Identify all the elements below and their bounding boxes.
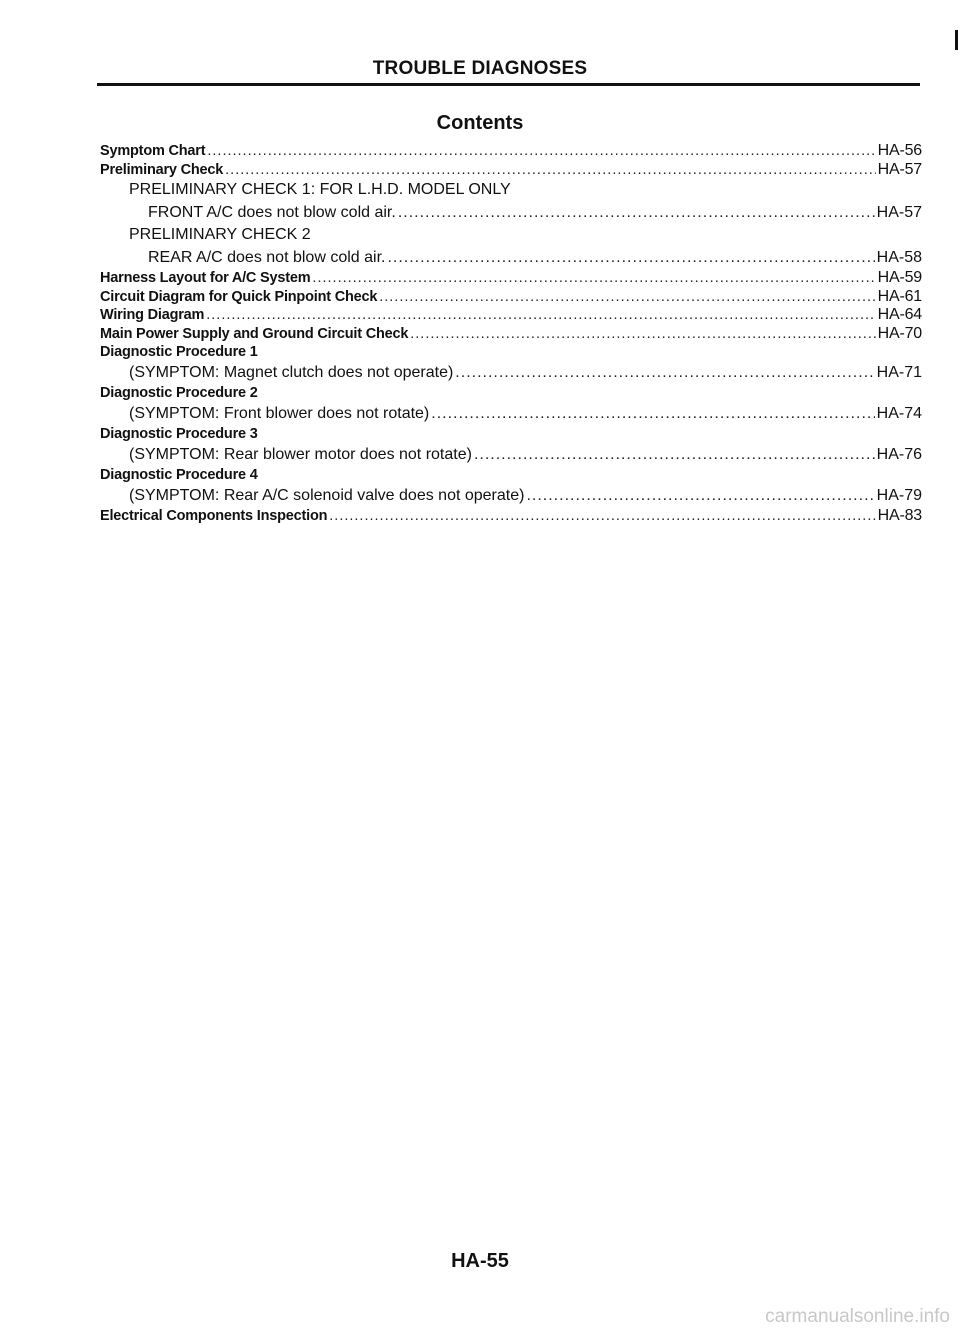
page-number: HA-55	[451, 1250, 509, 1272]
toc-entry-title: (SYMPTOM: Front blower does not rotate)	[129, 404, 430, 422]
toc-entry-page: HA-57	[877, 160, 922, 178]
toc-entry-title: Preliminary Check	[100, 161, 224, 178]
toc-entry-title: (SYMPTOM: Rear blower motor does not rotate)	[129, 445, 472, 463]
toc-entry[interactable]	[100, 202, 922, 225]
dot-leader	[474, 444, 875, 467]
toc-entry[interactable]	[100, 325, 922, 344]
dot-leader	[329, 507, 875, 526]
toc-entry[interactable]	[100, 269, 922, 288]
dot-leader	[387, 247, 874, 270]
dot-leader	[526, 485, 874, 508]
toc-entry-title: PRELIMINARY CHECK 1: FOR L.H.D. MODEL ONLY	[129, 181, 511, 198]
dot-leader	[410, 325, 875, 344]
dot-leader	[225, 161, 876, 180]
toc-entry-page: HA-76	[876, 445, 922, 463]
toc-heading	[100, 425, 922, 444]
toc-entry-title: Diagnostic Procedure 2	[100, 385, 258, 401]
toc-entry-title: Electrical Components Inspection	[100, 508, 328, 524]
toc-entry-title: Diagnostic Procedure 1	[100, 344, 258, 360]
header-rule	[97, 83, 920, 86]
toc-entry-page: HA-58	[876, 248, 922, 266]
toc-entry-title: (SYMPTOM: Magnet clutch does not operate)	[129, 363, 454, 381]
dot-leader	[207, 142, 875, 161]
table-of-contents	[100, 142, 922, 526]
toc-entry-page: HA-74	[876, 404, 922, 422]
toc-entry-title: REAR A/C does not blow cold air.	[148, 248, 386, 266]
toc-entry-title: Symptom Chart	[100, 143, 206, 159]
toc-entry-title: Harness Layout for A/C System	[100, 270, 311, 286]
toc-entry[interactable]	[100, 444, 922, 467]
toc-entry-title: Wiring Diagram	[100, 307, 205, 323]
toc-entry-title: Diagnostic Procedure 4	[100, 467, 258, 483]
toc-entry[interactable]	[100, 288, 922, 307]
toc-entry-page: HA-83	[877, 507, 922, 524]
toc-subheading	[100, 224, 922, 247]
section-title: TROUBLE DIAGNOSES	[372, 58, 588, 79]
toc-entry-title: Main Power Supply and Ground Circuit Check	[100, 325, 409, 342]
toc-entry-title: Circuit Diagram for Quick Pinpoint Check	[100, 288, 378, 305]
toc-entry-page: HA-59	[877, 269, 922, 286]
toc-entry-page: HA-70	[877, 324, 922, 342]
toc-entry-page: HA-71	[876, 363, 922, 381]
scan-edge-mark	[955, 30, 958, 50]
toc-heading	[100, 343, 922, 362]
toc-entry-page: HA-57	[876, 203, 922, 221]
toc-entry-page: HA-61	[877, 287, 922, 305]
toc-heading	[100, 384, 922, 403]
dot-leader	[398, 202, 875, 225]
toc-entry[interactable]	[100, 485, 922, 508]
watermark: carmanualsonline.info	[765, 1306, 950, 1327]
dot-leader	[206, 306, 875, 325]
toc-heading	[100, 466, 922, 485]
contents-heading: Contents	[436, 112, 524, 134]
dot-leader	[455, 362, 874, 385]
toc-entry-title: FRONT A/C does not blow cold air.	[148, 203, 396, 221]
dot-leader	[312, 269, 875, 288]
toc-entry[interactable]	[100, 507, 922, 526]
toc-entry-title: PRELIMINARY CHECK 2	[129, 226, 311, 243]
toc-entry[interactable]	[100, 403, 922, 426]
toc-entry-page: HA-56	[877, 142, 922, 159]
toc-entry-title: (SYMPTOM: Rear A/C solenoid valve does not operate)	[129, 486, 525, 504]
toc-entry-page: HA-79	[876, 486, 922, 504]
toc-entry[interactable]	[100, 306, 922, 325]
toc-entry-title: Diagnostic Procedure 3	[100, 426, 258, 442]
toc-entry[interactable]	[100, 161, 922, 180]
toc-entry[interactable]	[100, 247, 922, 270]
toc-subheading	[100, 179, 922, 202]
dot-leader	[431, 403, 874, 426]
toc-entry[interactable]	[100, 362, 922, 385]
dot-leader	[379, 288, 875, 307]
toc-entry-page: HA-64	[877, 306, 922, 323]
toc-entry[interactable]	[100, 142, 922, 161]
